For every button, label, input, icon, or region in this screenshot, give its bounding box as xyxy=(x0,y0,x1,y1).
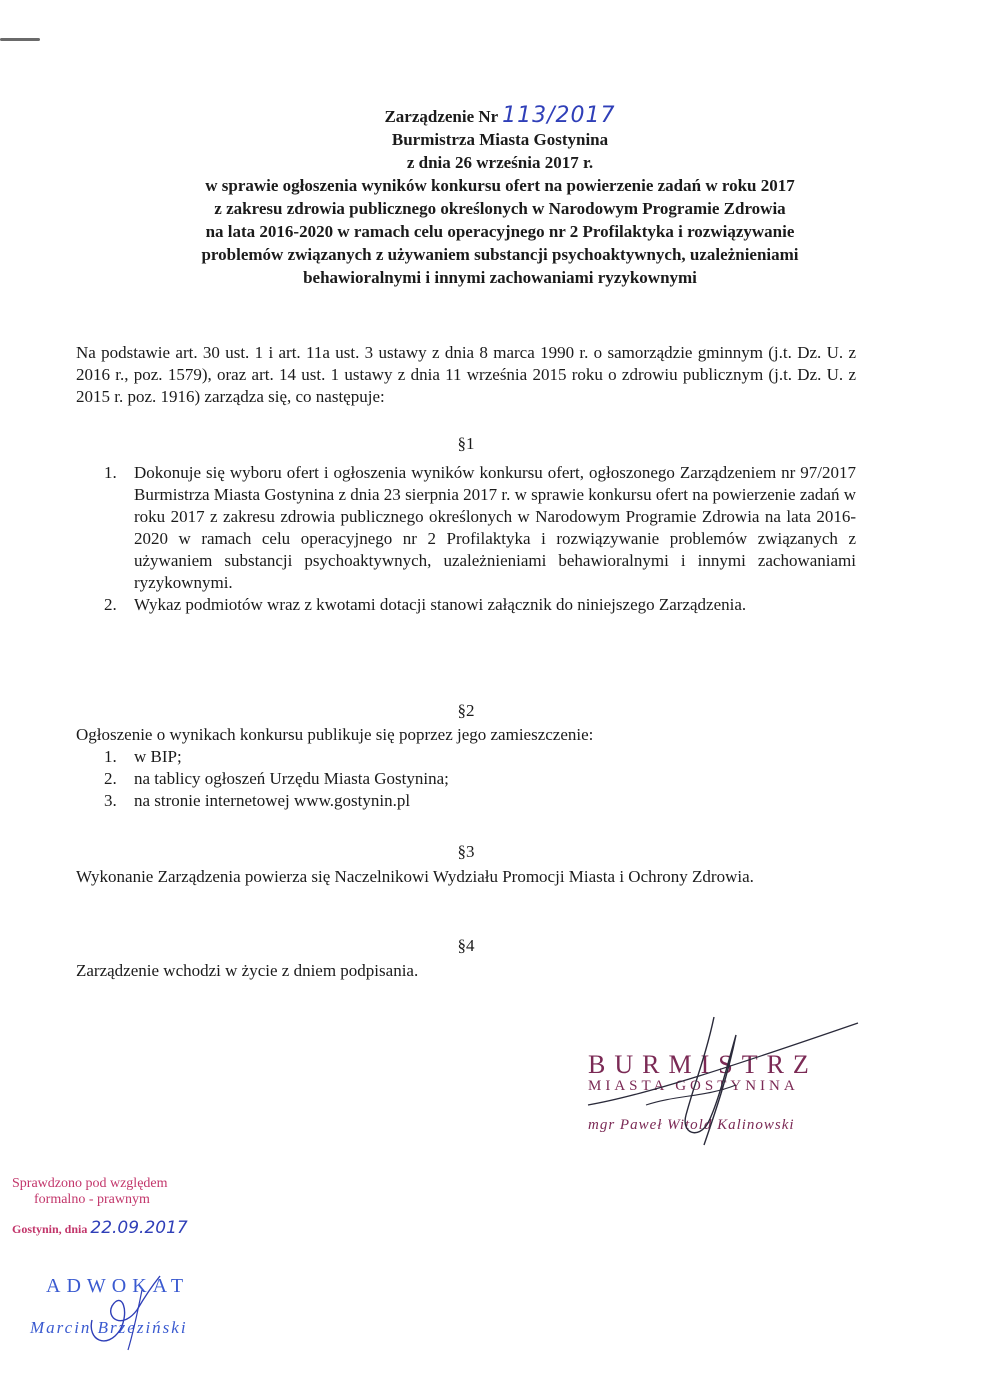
handwritten-date: 22.09.2017 xyxy=(90,1218,188,1238)
check-line-2: formalno - prawnym xyxy=(34,1192,150,1207)
item-number: 1. xyxy=(104,747,117,766)
item-number: 1. xyxy=(104,463,117,482)
title-prefix: Zarządzenie Nr xyxy=(384,107,498,126)
check-place: Gostynin, dnia xyxy=(12,1222,88,1236)
title-line xyxy=(60,104,940,128)
subject-line: na lata 2016-2020 w ramach celu operacyjnego nr 2 Profilaktyka i rozwiązywanie xyxy=(205,222,795,241)
section-4-heading: §4 xyxy=(457,936,475,955)
item-text: w BIP; xyxy=(134,747,182,766)
list-item xyxy=(76,790,856,812)
attorney-title: ADWOKAT xyxy=(46,1275,190,1297)
subject-line: z zakresu zdrowia publicznego określonych w Narodowym Programie Zdrowia xyxy=(214,199,786,218)
list-item xyxy=(76,462,856,594)
item-text: Wykaz podmiotów wraz z kwotami dotacji stanowi załącznik do niniejszego Zarządzenia. xyxy=(134,595,747,614)
item-number: 2. xyxy=(104,595,117,614)
list-item xyxy=(76,768,856,790)
handwritten-number: 113/2017 xyxy=(502,103,616,128)
item-text: Dokonuje się wyboru ofert i ogłoszenia wyników konkursu ofert, ogłoszonego Zarządzeniem nr 97/2017 Burmistrza Miasta Gostynina z dnia 23 sierpnia 2017 r. w sprawie konkursu ofert na powierzenie zadań w roku 2017 z zakresu zdrowia publicznego określonych w Narodowym Programie Zdrowia na lata 2016-2020 w ramach celu operacyjnego nr 2 Profilaktyka i rozwiązywanie problemów związanych z używaniem substancji psychoaktywnych, uzależnieniami behawioralnymi i innymi zachowaniami ryzykownymi. xyxy=(134,463,856,592)
preamble: Na podstawie art. 30 ust. 1 i art. 11a ust. 3 ustawy z dnia 8 marca 1990 r. o samorządzie gminnym (j.t. Dz. U. z 2016 r., poz. 1579), oraz art. 14 ust. 1 ustawy z dnia 11 września 2015 roku o zdrowiu publicznym (j.t. Dz. U. z 2015 r. poz. 1916) zarządza się, co następuje: xyxy=(76,343,856,406)
section-3-heading: §3 xyxy=(457,842,475,861)
subject-line: w sprawie ogłoszenia wyników konkursu ofert na powierzenie zadań w roku 2017 xyxy=(205,176,795,195)
issuer: Burmistrza Miasta Gostynina xyxy=(391,130,609,149)
section-2-heading: §2 xyxy=(457,701,475,720)
section-1-body xyxy=(76,462,856,616)
issue-date: z dnia 26 września 2017 r. xyxy=(406,153,594,172)
item-text: na stronie internetowej www.gostynin.pl xyxy=(134,791,411,810)
document-header xyxy=(60,104,940,289)
legal-check-stamp xyxy=(12,1176,188,1237)
section-1-heading: §1 xyxy=(457,434,475,453)
stamp-name: mgr Paweł Witold Kalinowski xyxy=(588,1117,795,1133)
attorney-signature xyxy=(82,1270,172,1355)
attorney-name: Marcin Brzeziński xyxy=(30,1318,188,1337)
subject-line: problemów związanych z używaniem substancji psychoaktywnych, uzależnieniami xyxy=(201,245,799,264)
stamp-title: BURMISTRZ xyxy=(588,1050,818,1079)
check-date-line xyxy=(12,1220,188,1237)
check-line-1: Sprawdzono pod względem xyxy=(12,1176,168,1191)
item-number: 3. xyxy=(104,791,117,810)
section-4-text: Zarządzenie wchodzi w życie z dniem podpisania. xyxy=(76,961,419,980)
subject-line: behawioralnymi i innymi zachowaniami ryzykownymi xyxy=(303,268,697,287)
list-item xyxy=(76,594,856,616)
scan-edge-mark xyxy=(0,38,40,41)
item-text: na tablicy ogłoszeń Urzędu Miasta Gostynina; xyxy=(134,769,449,788)
list-item xyxy=(76,746,856,768)
item-number: 2. xyxy=(104,769,117,788)
section-3-text: Wykonanie Zarządzenia powierza się Naczelnikowi Wydziału Promocji Miasta i Ochrony Zdrowia. xyxy=(76,867,754,886)
section-2-intro: Ogłoszenie o wynikach konkursu publikuje się poprzez jego zamieszczenie: xyxy=(76,725,594,744)
mayor-signature xyxy=(586,1015,866,1150)
stamp-subtitle: MIASTA GOSTYNINA xyxy=(588,1078,799,1094)
section-2-body xyxy=(76,724,856,812)
